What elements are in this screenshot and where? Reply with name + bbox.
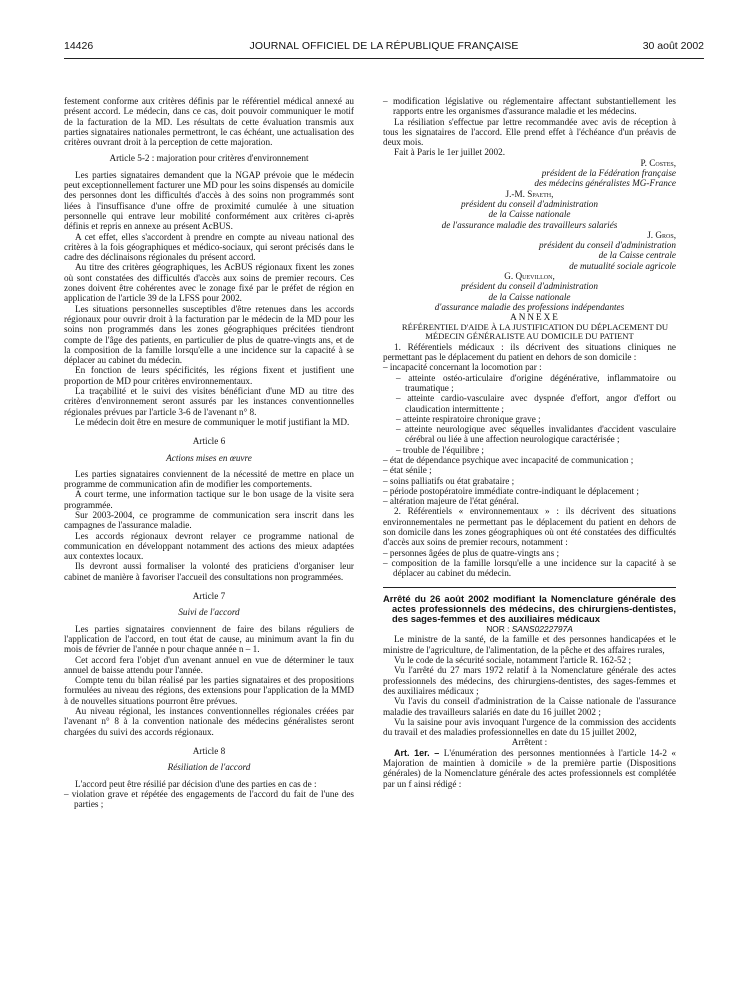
signatory-title: président de la Fédération française xyxy=(541,168,676,179)
signatory-title: président du conseil d'administration xyxy=(461,198,598,209)
paragraph: festement conforme aux critères définis par le référentiel médical annexé au présent accord. Le médecin, dans ce cas, doit pouvoir communiquer le motif de la facturation de la MD. Les résultats de cette évaluation transmis aux parties signataires nationales permettront, le cas échéant, une actualisation des critères ouvrant droit à la perception de cette majoration. xyxy=(64,96,354,148)
annex-subtitle: RÉFÉRENTIEL D'AIDE À LA JUSTIFICATION DU DÉPLACEMENT DU MÉDECIN GÉNÉRALISTE AU DOMICILE DU PATIENT xyxy=(401,321,669,342)
signatory-title: de la Caisse nationale xyxy=(488,209,571,220)
signatory-title: président du conseil d'administration xyxy=(461,281,598,292)
list-item: – incapacité concernant la locomotion par : xyxy=(383,362,542,373)
sub-list-item: – trouble de l'équilibre ; xyxy=(396,444,484,455)
left-column xyxy=(64,96,354,809)
paragraph: Au niveau régional, les instances conventionnelles régionales créées par l'avenant n° 8 à la convention nationale des médecins généralistes seront chargées du suivi des accords régionaux. xyxy=(64,706,354,737)
paragraph: Les parties signataires conviennent de la nécessité de mettre en place un programme de communication afin de modifier les comportements. xyxy=(64,468,354,490)
article-subtitle: Suivi de l'accord xyxy=(178,607,240,618)
paragraph: Vu l'arrêté du 27 mars 1972 relatif à la Nomenclature générale des actes professionnels des médecins, des chirurgiens-dentistes, des sages-femmes et des auxiliaires médicaux ; xyxy=(383,665,676,696)
paragraph: 2. Référentiels « environnementaux » : ils décrivent des situations environnementales ne permettant pas le déplacement du patient en dehors de son domicile dans les zones géographiques où ont été constatées des difficultés d'accès aux soins de premier recours, notamment : xyxy=(383,506,676,548)
sub-list-item: – atteinte respiratoire chronique grave ; xyxy=(396,413,541,424)
paragraph: Les situations personnelles susceptibles d'être retenues dans les accords régionaux pour ouvrir droit à la facturation par le médecin de la MD pour les soins non programmés dans les zones géographiques précitées tiendront compte de l'âge des patients, en particulier de plus de quatre-vingts ans, et de la composition de la famille lorsqu'elle a une incidence sur la capacité à se déplacer au cabinet du médecin. xyxy=(64,303,354,366)
header-rule xyxy=(64,58,704,59)
signatory-name: G. Quevillon, xyxy=(504,271,555,282)
article-text: L'énumération des personnes mentionnées à l'article 14-2 « Majoration de maintien à domicile » de la première partie (Dispositions générales) de la Nomenclature générale des actes professionnels est complétée par un f ainsi rédigé : xyxy=(383,747,677,789)
paragraph: La traçabilité et le suivi des visites bénéficiant d'une MD au titre des critères d'environnement seront assurés par les instances conventionnelles régionales prévues par l'article 3-6 de l'avenant n° 8. xyxy=(64,386,354,417)
signatory-name: J.-M. Spaeth, xyxy=(505,188,554,199)
list-item: – altération majeure de l'état général. xyxy=(383,496,519,507)
nor-reference xyxy=(383,624,676,634)
paragraph: Compte tenu du bilan réalisé par les parties signataires et des propositions formulées au niveau des régions, des extensions pour l'application de la MMD à de nouvelles situations pourront être prévues. xyxy=(64,675,354,706)
right-column xyxy=(383,96,676,789)
signatory-name: J. Gros, xyxy=(647,229,676,240)
paragraph: Cet accord fera l'objet d'un avenant annuel en vue de déterminer le taux annuel de baisse attendu pour l'année. xyxy=(64,654,354,675)
article-heading: Article 8 xyxy=(192,745,226,756)
paragraph: Le ministre de la santé, de la famille et des personnes handicapées et le ministre de l'agriculture, de l'alimentation, de la pêche et des affaires rurales, xyxy=(383,634,676,655)
signatory xyxy=(383,230,676,271)
article-label: Art. 1er. – xyxy=(394,747,440,758)
paragraph: Ils devront aussi formaliser la volonté des praticiens d'organiser leur cabinet de manière à favoriser l'accueil des consultations non programmées. xyxy=(64,561,354,582)
paragraph: Le médecin doit être en mesure de communiquer le motif justifiant la MD. xyxy=(75,416,350,427)
paragraph: Vu le code de la sécurité sociale, notamment l'article R. 162-52 ; xyxy=(394,655,632,666)
article-paragraph xyxy=(383,748,676,789)
paragraph: Les parties signataires demandent que la NGAP prévoie que le médecin peut exceptionnellement facturer une MD pour les soins dispensés au domicile des personnes dont les difficultés d'accès à des soins non programmés sont liées à l'insuffisance d'une offre de proximité cumulée à une situation personnelle qui entrave leur mobilité conformément aux critères ci-après définis et repris en annexe au présent AcBUS. xyxy=(64,169,354,232)
paragraph: Les parties signataires conviennent de faire des bilans réguliers de l'application de l'accord, en tout état de cause, au minimum avant la fin du mois de février de l'année n pour chaque année n – 1. xyxy=(64,623,354,655)
article-heading: Article 5-2 : majoration pour critères d'environnement xyxy=(109,153,309,164)
signature-place-date: Fait à Paris le 1er juillet 2002. xyxy=(394,147,505,158)
decree-title: Arrêté du 26 août 2002 modifiant la Nomenclature générale des actes professionnels des médecins, des chirurgiens-dentistes, des sages-femmes et des auxiliaires médicaux xyxy=(383,592,676,624)
annex-title: ANNEXE xyxy=(510,312,560,323)
list-item: – état sénile ; xyxy=(383,465,432,476)
paragraph: Vu l'avis du conseil d'administration de la Caisse nationale de l'assurance maladie des travailleurs salariés en date du 16 juillet 2002 ; xyxy=(383,696,676,717)
signatory-title: des médecins généralistes MG-France xyxy=(534,178,676,189)
paragraph: A cet effet, elles s'accordent à prendre en compte au niveau national des critères à la fois géographiques et médico-sociaux, qui seront précisés dans le cadre des déclinaisons régionales du présent accord. xyxy=(64,231,354,263)
paragraph: La résiliation s'effectue par lettre recommandée avec avis de réception à tous les signataires de l'accord. Elle prend effet à l'échéance d'un préavis de deux mois. xyxy=(383,116,676,148)
article-subtitle: Actions mises en œuvre xyxy=(166,452,252,463)
article-heading: Article 6 xyxy=(192,436,226,447)
list-item: – composition de la famille lorsqu'elle a une incidence sur la capacité à se déplacer au cabinet du médecin. xyxy=(383,557,676,579)
paragraph: L'accord peut être résilié par décision d'une des parties en cas de : xyxy=(75,778,317,789)
issue-date: 30 août 2002 xyxy=(642,40,704,52)
signatory xyxy=(383,189,676,230)
signatory-title: de mutualité sociale agricole xyxy=(569,260,676,271)
section-divider xyxy=(383,587,676,588)
sub-list-item: – atteinte neurologique avec séquelles invalidantes d'accident vasculaire cérébral ou liée à une affection neurologique caractérisée ; xyxy=(396,424,676,445)
list-item: – état de dépendance psychique avec incapacité de communication ; xyxy=(383,454,634,465)
paragraph: En fonction de leurs spécificités, les régions fixent et justifient une proportion de MD pour critères environnementaux. xyxy=(64,365,354,386)
signatory-name: P. Costes, xyxy=(640,157,676,168)
paragraph: Vu la saisine pour avis invoquant l'urgence de la commission des accidents du travail et des maladies professionnelles en date du 15 juillet 2002, xyxy=(383,716,676,738)
sub-list-item: – atteinte cardio-vasculaire avec dyspnée d'effort, angor d'effort ou claudication intermittente ; xyxy=(396,393,676,414)
arrete-heading: Arrêtent : xyxy=(511,737,548,748)
nor-label: NOR : xyxy=(486,624,510,635)
signatory-title: de l'assurance maladie des travailleurs salariés xyxy=(441,219,618,230)
paragraph: A court terme, une information tactique sur le bon usage de la visite sera programmée. xyxy=(64,489,354,510)
signatory-title: de la Caisse centrale xyxy=(598,250,676,261)
list-item: – modification législative ou réglementaire affectant substantiellement les rapports entre les organismes d'assurance maladie et les médecins. xyxy=(383,96,676,117)
sub-list-item: – atteinte ostéo-articulaire d'origine dégénérative, inflammatoire ou traumatique ; xyxy=(396,372,676,393)
signatory xyxy=(383,158,676,189)
journal-title: JOURNAL OFFICIEL DE LA RÉPUBLIQUE FRANÇAISE xyxy=(249,40,519,52)
signatory-title: d'assurance maladie des professions indépendantes xyxy=(434,301,625,312)
paragraph: Sur 2003-2004, ce programme de communication sera inscrit dans les campagnes de l'assurance maladie. xyxy=(64,509,354,531)
page-number: 14426 xyxy=(64,40,94,52)
list-item: – violation grave et répétée des engagements de l'accord du fait de l'une des parties ; xyxy=(64,788,354,810)
signatory-title: de la Caisse nationale xyxy=(488,291,571,302)
list-item: – personnes âgées de plus de quatre-vingts ans ; xyxy=(383,547,560,558)
signatory-title: président du conseil d'administration xyxy=(539,240,676,251)
signatory xyxy=(383,271,676,312)
nor-code: SANS0222797A xyxy=(511,624,573,635)
paragraph: Les accords régionaux devront relayer ce programme national de communication en développant notamment des actions des mieux adaptées aux contextes locaux. xyxy=(64,530,354,562)
list-item: – soins palliatifs ou état grabataire ; xyxy=(383,475,515,486)
article-heading: Article 7 xyxy=(192,591,226,602)
article-subtitle: Résiliation de l'accord xyxy=(167,762,251,773)
page-header xyxy=(64,40,704,56)
paragraph: 1. Référentiels médicaux : ils décrivent des situations cliniques ne permettant pas le déplacement du patient en dehors de son domicile : xyxy=(383,341,676,363)
paragraph: Au titre des critères géographiques, les AcBUS régionaux fixent les zones où sont constatées des difficultés d'accès aux soins de premier recours. Ces zones doivent être cohérentes avec le zonage fixé par le préfet de région en application de l'article 39 de la LFSS pour 2002. xyxy=(64,262,354,304)
list-item: – période postopératoire immédiate contre-indiquant le déplacement ; xyxy=(383,485,639,496)
